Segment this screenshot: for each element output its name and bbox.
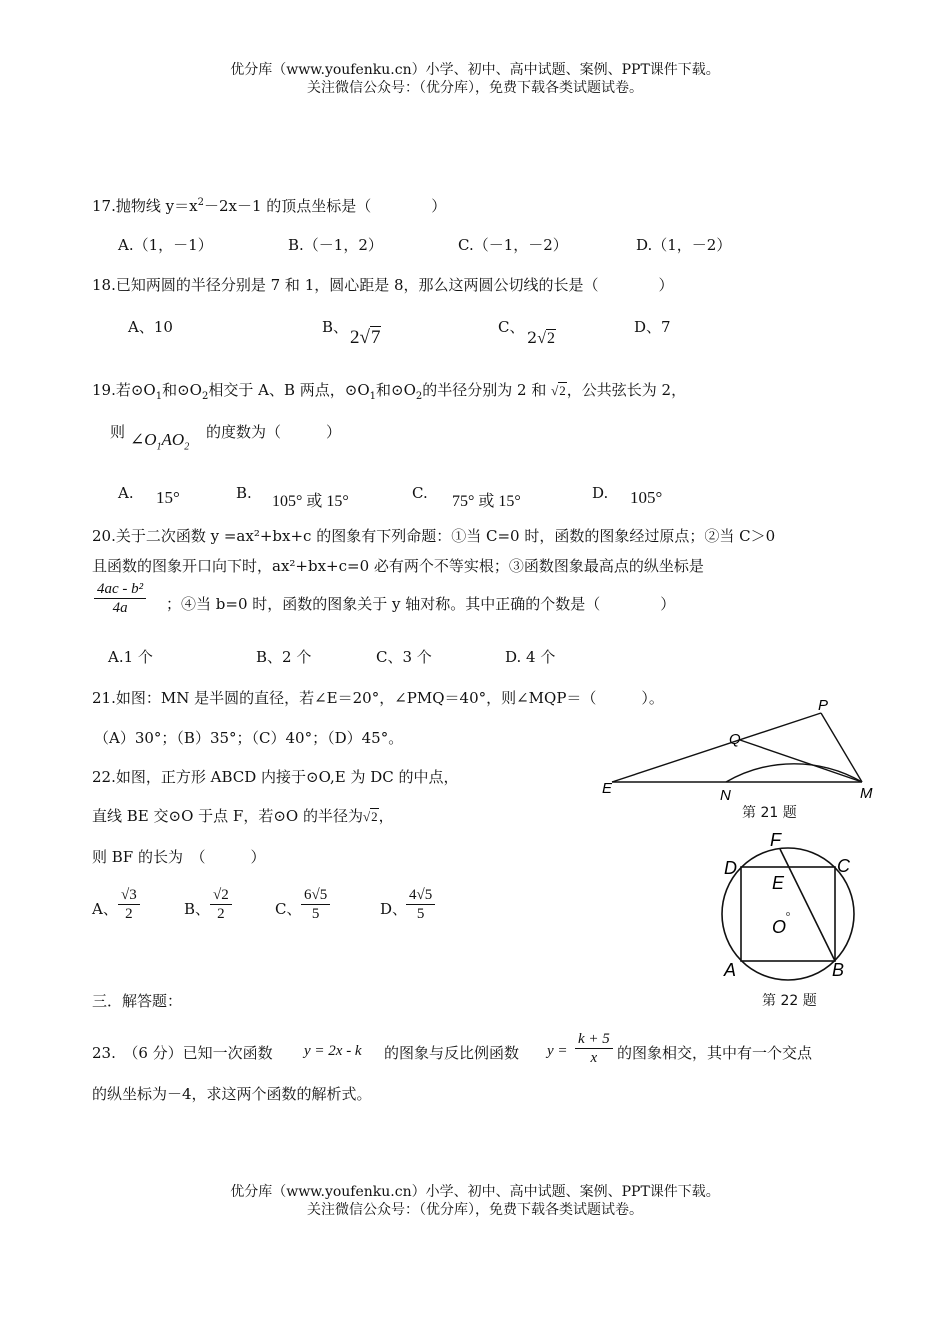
q22-option-a-value: $\frac{√3}{2}$ <box>118 886 140 923</box>
q17-stem: 17.抛物线 $y=x^2-2x-1$ 的顶点坐标是（ ） <box>92 197 447 215</box>
q19-option-c-value: 75° 或 15° <box>452 493 521 510</box>
center-point <box>787 913 790 916</box>
q20-line-2: 且函数的图象开口向下时，ax²+bx+c=0 必有两个不等实根；③函数图象最高点的纵坐标是 <box>92 557 704 575</box>
section-3-title: 三．解答题： <box>92 992 183 1010</box>
label-m: M <box>860 785 873 802</box>
q20-option-c: C、3 个 <box>376 648 432 666</box>
q18-option-a: A、10 <box>128 318 173 336</box>
header-line-2: 关注微信公众号：（优分库），免费下载各类试题试卷。 <box>307 80 643 96</box>
semicircle-arc <box>726 764 862 782</box>
q20-option-b: B、2 个 <box>256 648 312 666</box>
label-b: B <box>832 960 845 980</box>
q18-option-b-label: B、 <box>322 318 349 336</box>
q18-option-c-label: C、 <box>498 318 525 336</box>
q22-option-c-label: C、 <box>275 900 302 918</box>
footer-line-2: 关注微信公众号：（优分库），免费下载各类试题试卷。 <box>307 1202 643 1218</box>
label-n: N <box>720 787 731 802</box>
q18-stem: 18.已知两圆的半径分别是 7 和 1，圆心距是 8，那么这两圆公切线的长是（ ） <box>92 276 674 294</box>
q19-option-c-label: C. <box>412 484 428 502</box>
q23-line-1-suffix: 的图象相交，其中有一个交点 <box>617 1044 813 1062</box>
q23-line-1-prefix: 23. （6 分）已知一次函数 <box>92 1044 273 1062</box>
label-e: E <box>602 780 613 797</box>
label-p: P <box>818 698 829 714</box>
q17-option-a: A.（1，－1） <box>118 236 213 254</box>
q20-line-1: 20.关于二次函数 y =ax²+bx+c 的图象有下列命题：①当 C=0 时，函数的图象经过原点；②当 C＞0 <box>92 527 776 545</box>
label-q: Q <box>729 731 741 748</box>
q19-option-b-value: 105° 或 15° <box>272 493 349 510</box>
line-ep <box>612 713 821 782</box>
q19-option-d-value: 105° <box>630 488 663 507</box>
q20-option-a: A.1 个 <box>108 648 153 666</box>
q22-line-1: 22.如图，正方形 ABCD 内接于⊙O,E 为 DC 的中点， <box>92 768 459 786</box>
q21-figure <box>592 698 880 802</box>
q20-line-3: ；④当 b=0 时，函数的图象关于 y 轴对称。其中正确的个数是（ ） <box>166 595 676 613</box>
label-a: A <box>724 960 737 980</box>
q19-option-b-label: B. <box>236 484 252 502</box>
q22-line-3: 则 BF 的长为 （ ） <box>92 848 266 866</box>
line-qm <box>740 740 862 782</box>
label-e: E <box>772 873 785 893</box>
q17-option-b: B.（－1，2） <box>288 236 383 254</box>
q21-options: （A）30°；（B）35°；（C）40°；（D）45°。 <box>94 729 404 747</box>
q22-option-b-value: $\frac{√2}{2}$ <box>210 886 232 923</box>
label-d: D <box>724 858 737 878</box>
q20-fraction: $\frac{\text{4ac - b²}}{4a}$ <box>94 580 146 617</box>
square-abcd <box>741 867 835 961</box>
q22-line-2: 直线 BE 交⊙O 于点 F，若⊙O 的半径为√2， <box>92 807 394 825</box>
q22-option-b-label: B、 <box>184 900 211 918</box>
q18-option-b-value: 2√7 <box>350 327 381 348</box>
header-line-1: 优分库（www.youfenku.cn）小学、初中、高中试题、案例、PPT课件下载。 <box>230 62 720 78</box>
q22-option-d-label: D、 <box>380 900 408 918</box>
q21-stem: 21.如图：MN 是半圆的直径，若∠E＝20°，∠PMQ＝40°，则∠MQP＝（ ）。 <box>92 689 664 707</box>
q19-option-d-label: D. <box>592 484 609 502</box>
q19-line2-suffix: 的度数为（ ） <box>206 423 342 441</box>
q23-func-linear: y = 2x - k <box>304 1043 362 1059</box>
q22-option-c-value: $\frac{6√5}{5}$ <box>301 886 330 923</box>
q19-line2-prefix: 则 <box>110 423 126 441</box>
label-o: O <box>772 917 787 937</box>
line-bf <box>780 849 835 961</box>
q17-option-c: C.（－1，－2） <box>458 236 568 254</box>
q19-option-a-value: 15° <box>156 488 180 507</box>
q19-angle: $\angle O_1AO_2$ <box>130 430 190 453</box>
q18-option-c-value: 2√2 <box>527 328 555 347</box>
label-c: C <box>837 856 850 876</box>
q23-line-2: 的纵坐标为－4，求这两个函数的解析式。 <box>92 1085 372 1103</box>
q23-func-inverse-lhs: y = <box>547 1043 568 1059</box>
q22-option-d-value: $\frac{4√5}{5}$ <box>406 886 435 923</box>
q20-option-d: D. 4 个 <box>505 648 556 666</box>
q18-option-d: D、7 <box>634 318 671 336</box>
label-f: F <box>770 830 781 850</box>
q21-caption: 第 21 题 <box>742 805 797 821</box>
footer-line-1: 优分库（www.youfenku.cn）小学、初中、高中试题、案例、PPT课件下载。 <box>230 1184 720 1200</box>
q22-caption: 第 22 题 <box>762 993 817 1009</box>
q22-option-a-label: A、 <box>92 900 118 918</box>
q19-stem: 19.若$⊙O_1$和$⊙O_2$相交于 A、B 两点，$⊙O_1$和$⊙O_2$的半径分别为 2 和 √2，公共弦长为 2， <box>92 381 687 402</box>
q19-option-a-label: A. <box>118 484 134 502</box>
q17-option-d: D.（1，－2） <box>636 236 732 254</box>
q23-func-inverse-fraction: $\frac{k + 5}{x}$ <box>575 1030 613 1067</box>
q23-line-1-mid: 的图象与反比例函数 <box>384 1044 520 1062</box>
q22-figure <box>712 826 872 982</box>
